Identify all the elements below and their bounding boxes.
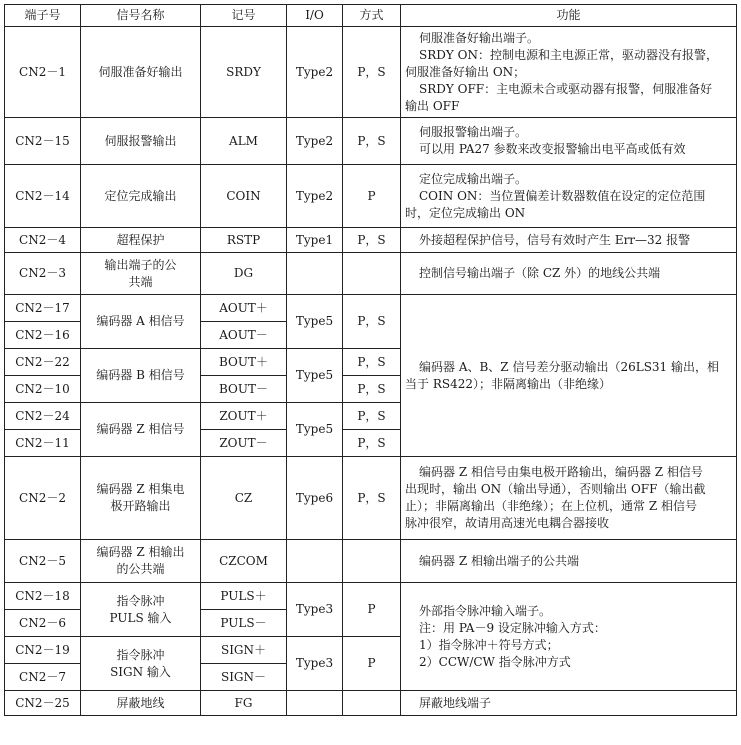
signal-name-cell: 指令脉冲 PULS 输入 xyxy=(81,583,201,637)
table-row xyxy=(5,691,737,716)
terminal-cell: CN2－16 xyxy=(5,322,81,349)
symbol-cell: ZOUT－ xyxy=(201,430,287,457)
terminal-cell: CN2－10 xyxy=(5,376,81,403)
symbol-cell: CZCOM xyxy=(201,540,287,583)
mode-cell: P xyxy=(343,583,401,637)
terminal-cell: CN2－17 xyxy=(5,295,81,322)
function-line: 当于 RS422）；非隔离输出（非绝缘） xyxy=(405,376,611,391)
table-row xyxy=(5,165,737,228)
signal-name-cell: 编码器 Z 相集电极开路输出 xyxy=(81,457,201,540)
signal-name-cell: 编码器 B 相信号 xyxy=(81,349,201,403)
table-row xyxy=(5,583,737,610)
terminal-cell: CN2－5 xyxy=(5,540,81,583)
terminal-cell: CN2－18 xyxy=(5,583,81,610)
header-row xyxy=(5,5,737,27)
function-line: 外部指令脉冲输入端子。 xyxy=(419,603,552,618)
mode-cell: P，S xyxy=(343,376,401,403)
mode-cell xyxy=(343,691,401,716)
io-cell: Type5 xyxy=(287,349,343,403)
io-cell: Type6 xyxy=(287,457,343,540)
function-cell xyxy=(401,118,737,165)
io-cell xyxy=(287,540,343,583)
terminal-cell: CN2－22 xyxy=(5,349,81,376)
symbol-cell: PULS－ xyxy=(201,610,287,637)
mode-cell: P，S xyxy=(343,403,401,430)
mode-cell: P，S xyxy=(343,457,401,540)
function-line: 1）指令脉冲＋符号方式； xyxy=(419,637,559,652)
function-line: SRDY ON：控制电源和主电源正常，驱动器没有报警， xyxy=(419,47,718,62)
function-cell xyxy=(401,540,737,583)
function-cell xyxy=(401,253,737,295)
signal-name-cell: 输出端子的公共端 xyxy=(81,253,201,295)
function-line: 脉冲很窄，故请用高速光电耦合器接收 xyxy=(405,516,610,530)
signal-name-cell: 屏蔽地线 xyxy=(81,691,201,716)
symbol-cell: AOUT＋ xyxy=(201,295,287,322)
signal-name-cell: 指令脉冲 SIGN 输入 xyxy=(81,637,201,691)
signal-table-sheet xyxy=(4,4,737,716)
signal-name-cell: 超程保护 xyxy=(81,228,201,253)
terminal-cell: CN2－14 xyxy=(5,165,81,228)
symbol-cell: CZ xyxy=(201,457,287,540)
mode-cell: P，S xyxy=(343,430,401,457)
function-cell xyxy=(401,165,737,228)
io-cell: Type2 xyxy=(287,165,343,228)
function-cell xyxy=(401,583,737,691)
function-line: COIN ON：当位置偏差计数器数值在设定的定位范围 xyxy=(419,188,706,203)
table-row xyxy=(5,27,737,118)
symbol-cell: DG xyxy=(201,253,287,295)
signal-name-cell: 伺服准备好输出 xyxy=(81,27,201,118)
symbol-cell: COIN xyxy=(201,165,287,228)
table-row xyxy=(5,457,737,540)
mode-cell: P xyxy=(343,637,401,691)
function-line: 输出 OFF xyxy=(405,98,460,113)
function-line: 出现时，输出 ON（输出导通），否则输出 OFF（输出截 xyxy=(405,482,706,496)
signal-name-cell: 编码器 Z 相信号 xyxy=(81,403,201,457)
io-cell: Type3 xyxy=(287,583,343,637)
mode-cell: P，S xyxy=(343,349,401,376)
terminal-cell: CN2－11 xyxy=(5,430,81,457)
function-line: 伺服准备好输出端子。 xyxy=(419,30,540,45)
terminal-cell: CN2－19 xyxy=(5,637,81,664)
terminal-cell: CN2－4 xyxy=(5,228,81,253)
symbol-cell: SIGN－ xyxy=(201,664,287,691)
terminal-cell: CN2－7 xyxy=(5,664,81,691)
function-cell xyxy=(401,457,737,540)
symbol-cell: SIGN＋ xyxy=(201,637,287,664)
function-cell xyxy=(401,691,737,716)
signal-name-cell: 编码器 Z 相输出的公共端 xyxy=(81,540,201,583)
header-terminal: 端子号 xyxy=(5,5,81,27)
terminal-cell: CN2－6 xyxy=(5,610,81,637)
terminal-cell: CN2－1 xyxy=(5,27,81,118)
function-line: 止）；非隔离输出（非绝缘）；在上位机，通常 Z 相信号 xyxy=(405,499,697,513)
function-cell xyxy=(401,295,737,457)
function-line: 编码器 Z 相信号由集电极开路输出，编码器 Z 相信号 xyxy=(419,465,703,479)
io-cell xyxy=(287,691,343,716)
table-row xyxy=(5,118,737,165)
table-row xyxy=(5,540,737,583)
mode-cell: P，S xyxy=(343,295,401,349)
header-signal-name: 信号名称 xyxy=(81,5,201,27)
io-cell: Type1 xyxy=(287,228,343,253)
symbol-cell: ALM xyxy=(201,118,287,165)
function-line: 控制信号输出端子（除 CZ 外）的地线公共端 xyxy=(419,266,661,280)
terminal-cell: CN2－24 xyxy=(5,403,81,430)
function-line: SRDY OFF：主电源未合或驱动器有报警，伺服准备好 xyxy=(419,81,713,96)
terminal-signal-table xyxy=(4,4,737,716)
symbol-cell: ZOUT＋ xyxy=(201,403,287,430)
header-function: 功能 xyxy=(401,5,737,27)
function-line: 可以用 PA27 参数来改变报警输出电平高或低有效 xyxy=(419,142,686,156)
terminal-cell: CN2－2 xyxy=(5,457,81,540)
io-cell xyxy=(287,253,343,295)
function-line: 2）CCW/CW 指令脉冲方式 xyxy=(419,654,571,669)
table-row xyxy=(5,295,737,322)
function-line: 伺服准备好输出 ON； xyxy=(405,64,526,79)
function-cell xyxy=(401,27,737,118)
mode-cell: P，S xyxy=(343,27,401,118)
terminal-cell: CN2－15 xyxy=(5,118,81,165)
mode-cell: P xyxy=(343,165,401,228)
function-line: 外接超程保护信号，信号有效时产生 Err—32 报警 xyxy=(419,232,691,247)
table-row xyxy=(5,228,737,253)
terminal-cell: CN2－25 xyxy=(5,691,81,716)
symbol-cell: RSTP xyxy=(201,228,287,253)
symbol-cell: AOUT－ xyxy=(201,322,287,349)
io-cell: Type3 xyxy=(287,637,343,691)
function-line: 时，定位完成输出 ON xyxy=(405,205,526,220)
signal-name-cell: 编码器 A 相信号 xyxy=(81,295,201,349)
header-mode: 方式 xyxy=(343,5,401,27)
terminal-cell: CN2－3 xyxy=(5,253,81,295)
io-cell: Type2 xyxy=(287,118,343,165)
mode-cell: P，S xyxy=(343,118,401,165)
io-cell: Type5 xyxy=(287,403,343,457)
header-io: I/O xyxy=(287,5,343,27)
function-line: 定位完成输出端子。 xyxy=(419,171,528,186)
symbol-cell: PULS＋ xyxy=(201,583,287,610)
function-line: 编码器 Z 相输出端子的公共端 xyxy=(419,553,579,568)
mode-cell xyxy=(343,253,401,295)
mode-cell: P，S xyxy=(343,228,401,253)
mode-cell xyxy=(343,540,401,583)
signal-name-cell: 伺服报警输出 xyxy=(81,118,201,165)
symbol-cell: FG xyxy=(201,691,287,716)
function-line: 伺服报警输出端子。 xyxy=(419,125,528,139)
io-cell: Type2 xyxy=(287,27,343,118)
header-symbol: 记号 xyxy=(201,5,287,27)
table-row xyxy=(5,253,737,295)
symbol-cell: BOUT－ xyxy=(201,376,287,403)
io-cell: Type5 xyxy=(287,295,343,349)
function-cell xyxy=(401,228,737,253)
symbol-cell: SRDY xyxy=(201,27,287,118)
signal-name-cell: 定位完成输出 xyxy=(81,165,201,228)
function-line: 注：用 PA－9 设定脉冲输入方式： xyxy=(419,620,606,635)
symbol-cell: BOUT＋ xyxy=(201,349,287,376)
function-line: 编码器 A、B、Z 信号差分驱动输出（26LS31 输出，相 xyxy=(419,359,719,374)
function-line: 屏蔽地线端子 xyxy=(419,695,492,710)
